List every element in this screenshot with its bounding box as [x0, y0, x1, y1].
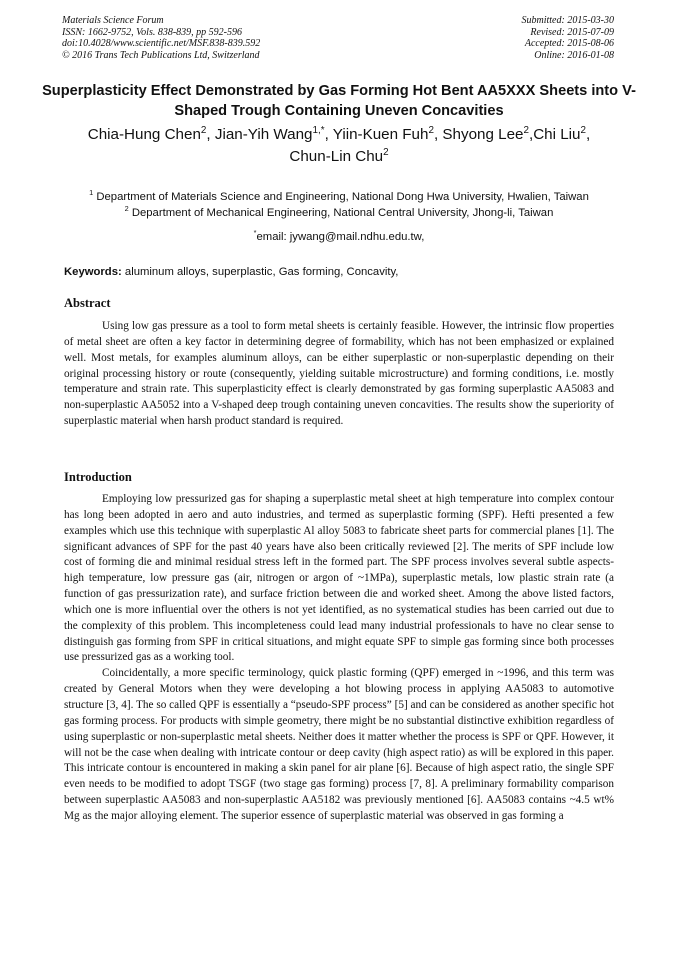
introduction-body — [64, 492, 614, 825]
affiliations — [30, 189, 648, 221]
affiliation-line — [30, 189, 648, 205]
author-affiliation-mark: 2 — [200, 124, 207, 136]
revised-date: Revised: 2015-07-09 — [530, 26, 614, 38]
abstract-heading: Abstract — [64, 296, 111, 310]
affiliation-text: Department of Materials Science and Engineering, National Dong Hwa University, Hwalien, Taiwan — [96, 191, 589, 203]
journal-name: Materials Science Forum — [62, 15, 164, 26]
journal-info — [62, 15, 260, 61]
author-name: Chia-Hung Chen — [87, 126, 201, 143]
keywords — [64, 264, 624, 280]
keywords-label: Keywords: — [64, 266, 122, 278]
author-affiliation-mark: 2 — [428, 124, 434, 136]
introduction-paragraph: Employing low pressurized gas for shaping a superplastic metal sheet at high temperature into complex contour has long been adopted in aero and auto industries, and termed as superplastic forming (SPF). Hefti presented a few examples which use this technique with superplastic Al alloy 5083 to fabricate sheet parts for commercial planes [1]. The significant advances of SPF for the past 40 years have also been critically reviewed [2]. The merits of SPF include low cost of forming die and minimal residual stress left in the formed part. The SPF process involves several subtle aspects- high temperature, low pressure gas (air, nitrogen or argon of ~1MPa), superplastic metals, low plastic strain rate (a function of gas pressurization rate), and surface friction between die and worked sheet. Among the above listed factors, which one is more influential over the others is not yet identified, as no systematical studies has been carried out due to the complexity of this problem. This incompleteness could lead many industrial professionals to have no clear sense to distinguish gas forming from SPF in critical situations, and might equate SPF to simple gas forming since both processes use pressurized gas as a working tool. — [64, 493, 614, 664]
affiliation-mark: 2 — [124, 204, 129, 214]
online-date: Online: 2016-01-08 — [534, 49, 614, 61]
copyright-line: © 2016 Trans Tech Publications Ltd, Switzerland — [62, 49, 260, 61]
email-text: email: jywang@mail.ndhu.edu.tw, — [256, 231, 425, 243]
affiliation-line — [30, 205, 648, 221]
abstract-paragraph: Using low gas pressure as a tool to form metal sheets is certainly feasible. However, the intrinsic flow properties of metal sheet are often a key factor in determining degree of formability, which has not been emphasized or explained well. Most metals, for examples aluminum alloys, can be either superplastic or non-superplastic depending on their original processing history or route (consequently, yielding suitable microstructure) and forming conditions, i.e. mostly temperature and strain rate. This superplasticity effect is clearly demonstrated by gas forming superplastic AA5083 and non-superplastic AA5052 into a V-shaped deep trough containing uneven concavities. The results show the superiority of superplastic material when harsh product standard is required. — [64, 320, 614, 428]
author-affiliation-mark: 2 — [523, 124, 529, 136]
submitted-date: Submitted: 2015-03-30 — [521, 15, 614, 26]
author-name: Chi Liu — [533, 126, 581, 143]
author-name: Yiin-Kuen Fuh — [332, 126, 429, 143]
submission-dates — [522, 15, 615, 61]
author-list: Chia-Hung Chen$^2$, Jian-Yih Wang$^{1,*}$, Yiin-Kuen Fuh$^2$, Shyong Lee$^2$,Chi Liu$^2$, Chun-Lin Chu$^2$ — [87, 124, 591, 165]
issn-line: ISSN: 1662-9752, Vols. 838-839, pp 592-596 — [62, 26, 242, 38]
paper-title: Superplasticity Effect Demonstrated by Gas Forming Hot Bent AA5XXX Sheets into V-Shaped Trough Containing Uneven Concavities — [42, 83, 636, 119]
abstract-body — [64, 319, 614, 430]
affiliation-mark: 1 — [89, 188, 94, 198]
author-name: Jian-Yih Wang — [214, 126, 313, 143]
author-name: Chun-Lin Chu — [289, 148, 384, 165]
author-name: Shyong Lee — [442, 126, 524, 143]
accepted-date: Accepted: 2015-08-06 — [524, 38, 614, 49]
affiliation-text: Department of Mechanical Engineering, National Central University, Jhong-li, Taiwan — [131, 207, 554, 219]
corresponding-email — [40, 229, 638, 245]
keywords-text: aluminum alloys, superplastic, Gas forming, Concavity, — [124, 266, 399, 278]
doi-line: doi:10.4028/www.scientific.net/MSF.838-839.592 — [62, 38, 261, 49]
email-mark: * — [253, 228, 257, 238]
author-affiliation-mark: 2 — [383, 146, 389, 158]
author-affiliation-mark: 1,* — [312, 124, 325, 136]
author-affiliation-mark: 2 — [580, 124, 586, 136]
introduction-heading: Introduction — [64, 470, 132, 484]
introduction-paragraph: Coincidentally, a more specific terminology, quick plastic forming (QPF) emerged in ~1996, and this term was created by General Motors when they were developing a hot blowing process in applying AA5083 to automotive structure [3, 4]. The so called QPF is essentially a “pseudo-SPF process” [5] and can be considered as another specific hot gas forming process. For products with simple geometry, there might be no substantial distinctive exhibition regardless of using superplastic or non-superplastic metal sheets. Neither does it matter whether the process is SPF or QPF. However, it will not be the case when dealing with intricate contour or deep cavity (high aspect ratio) as will be explored in this paper. This intricate contour is encountered in making a skin panel for air plane [6]. Because of high aspect ratio, the single SPF even needs to be modified to adopt TSGF (two stage gas forming) process [7, 8]. A preliminary formability comparison between superplastic AA5083 and non-superplastic AA5182 was previously mentioned [6]. AA5083 contains ~4.5 wt% Mg as the major alloying element. The superior essence of superplastic material was observed in gas forming a — [64, 667, 614, 822]
